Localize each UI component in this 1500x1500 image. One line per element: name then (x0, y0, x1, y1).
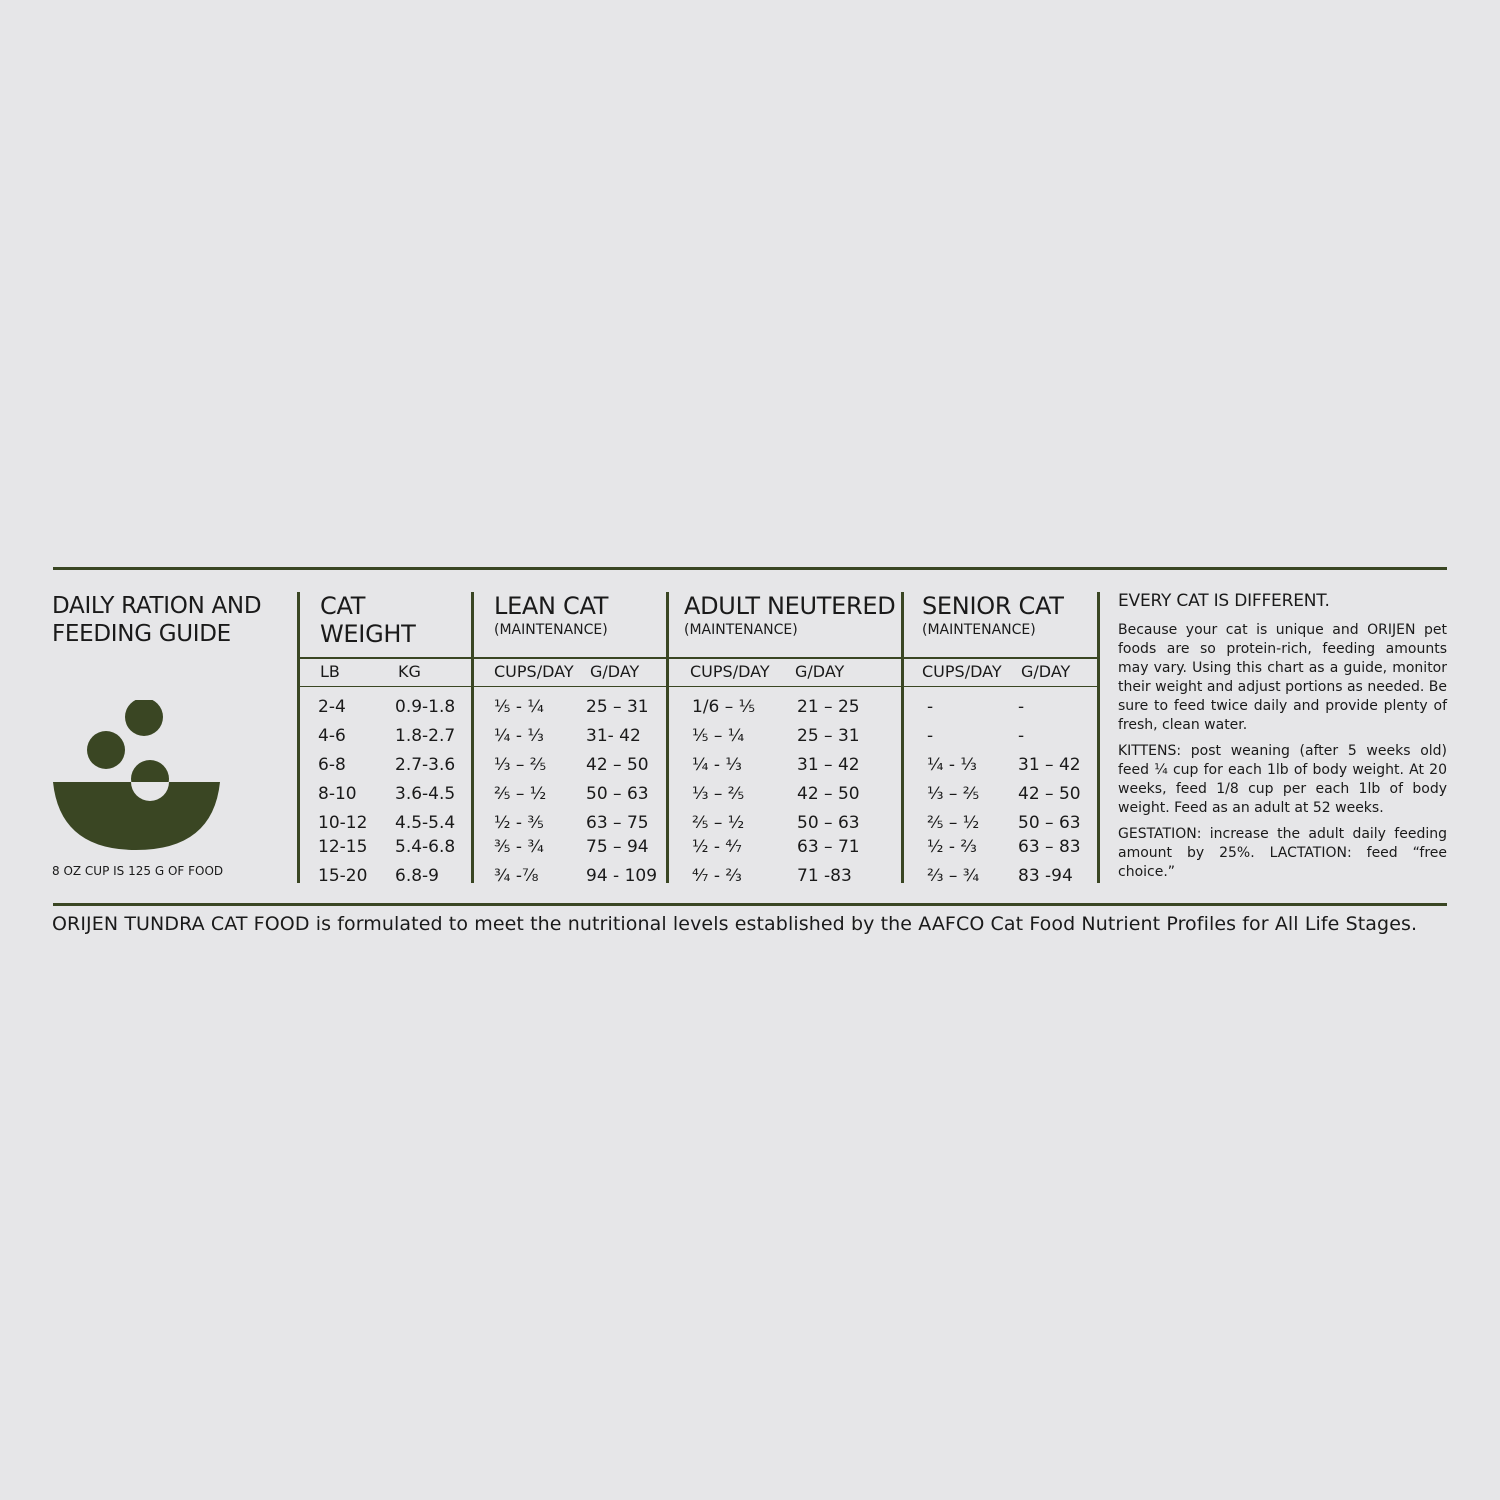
table-cell: ⅖ – ½ (692, 813, 745, 833)
side-paragraph-kittens: KITTENS: post weaning (after 5 weeks old) feed ¼ cup for each 1lb of body weight. At 20 weeks, feed 1/8 cup per each 1lb of body weight. Feed as an adult at 52 weeks. (1118, 743, 1447, 816)
table-cell: 4.5-5.4 (395, 813, 456, 833)
unit-lean-cups: CUPS/DAY (494, 662, 574, 681)
table-cell: ¼ - ⅓ (494, 726, 544, 746)
table-cell: ⅓ – ⅖ (494, 755, 547, 775)
table-cell: 83 -94 (1018, 866, 1073, 886)
divider (471, 592, 474, 883)
table-cell: 25 – 31 (797, 726, 860, 746)
unit-adult-g: G/DAY (795, 662, 845, 681)
table-cell: 42 – 50 (586, 755, 649, 775)
food-bowl-icon (53, 700, 223, 850)
cat-weight-header (320, 592, 415, 648)
table-cell: 3.6-4.5 (395, 784, 456, 804)
table-cell: 8-10 (318, 784, 357, 804)
divider (666, 592, 669, 883)
table-cell: 2.7-3.6 (395, 755, 456, 775)
table-cell: ⅖ – ½ (927, 813, 980, 833)
divider (297, 592, 300, 883)
table-cell: ⅓ – ⅖ (927, 784, 980, 804)
table-cell: ⅕ – ¼ (692, 726, 745, 746)
table-cell: 6.8-9 (395, 866, 439, 886)
unit-rule (299, 686, 1097, 687)
table-cell: 50 – 63 (797, 813, 860, 833)
table-cell: ⅓ – ⅖ (692, 784, 745, 804)
table-cell: ⁴⁄₇ - ⅔ (692, 866, 742, 886)
unit-senior-cups: CUPS/DAY (922, 662, 1002, 681)
table-cell: 31 – 42 (797, 755, 860, 775)
table-cell: - (927, 697, 934, 717)
table-cell: 75 – 94 (586, 837, 649, 857)
table-cell: ½ - ⅗ (494, 813, 544, 833)
table-cell: 6-8 (318, 755, 346, 775)
unit-lb: LB (320, 662, 340, 681)
table-cell: 10-12 (318, 813, 368, 833)
table-cell: ¼ - ⅓ (692, 755, 742, 775)
table-cell: 21 – 25 (797, 697, 860, 717)
header-rule (299, 657, 1097, 659)
cat-weight-line1: CAT (320, 592, 366, 620)
guide-title-line1: DAILY RATION AND (52, 593, 262, 619)
table-cell: - (927, 726, 934, 746)
table-cell: 31- 42 (586, 726, 641, 746)
table-cell: 42 – 50 (1018, 784, 1081, 804)
table-cell: ⅕ - ¼ (494, 697, 544, 717)
side-heading: EVERY CAT IS DIFFERENT. (1118, 591, 1330, 611)
table-cell: ¼ - ⅓ (927, 755, 977, 775)
table-cell: 63 – 71 (797, 837, 860, 857)
table-cell: 63 – 75 (586, 813, 649, 833)
table-cell: 4-6 (318, 726, 346, 746)
top-rule (53, 567, 1447, 570)
divider (901, 592, 904, 883)
aafco-statement: ORIJEN TUNDRA CAT FOOD is formulated to meet the nutritional levels established by the AAFCO Cat Food Nutrient Profiles for All Life Stages. (52, 913, 1418, 935)
cat-weight-line2: WEIGHT (320, 620, 416, 648)
table-cell: ⅖ – ½ (494, 784, 547, 804)
unit-adult-cups: CUPS/DAY (690, 662, 770, 681)
table-cell: ½ - ⅔ (927, 837, 977, 857)
lean-subheader: (MAINTENANCE) (494, 622, 608, 638)
adult-header: ADULT NEUTERED (684, 592, 896, 620)
table-cell: 1.8-2.7 (395, 726, 456, 746)
table-cell: - (1018, 697, 1025, 717)
table-cell: ½ - ⁴⁄₇ (692, 837, 742, 857)
table-cell: 2-4 (318, 697, 346, 717)
table-cell: 50 – 63 (1018, 813, 1081, 833)
side-paragraph-general: Because your cat is unique and ORIJEN pet foods are so protein-rich, feeding amounts may vary. Using this chart as a guide, monitor their weight and adjust portions as needed. Be sure to feed twice daily and provide plenty of fresh, clean water. (1118, 622, 1447, 733)
table-cell: 50 – 63 (586, 784, 649, 804)
table-cell: 94 - 109 (586, 866, 658, 886)
table-cell: 1/6 – ⅕ (692, 697, 756, 717)
unit-lean-g: G/DAY (590, 662, 640, 681)
table-cell: 63 – 83 (1018, 837, 1081, 857)
side-paragraph-gestation: GESTATION: increase the adult daily feeding amount by 25%. LACTATION: feed “free choice.” (1118, 826, 1447, 880)
cup-note: 8 OZ CUP IS 125 G OF FOOD (52, 864, 224, 878)
table-cell: ⅔ – ¾ (927, 866, 980, 886)
table-cell: 15-20 (318, 866, 368, 886)
table-cell: 31 – 42 (1018, 755, 1081, 775)
table-cell: 71 -83 (797, 866, 852, 886)
lean-header: LEAN CAT (494, 592, 609, 620)
guide-title-line2: FEEDING GUIDE (52, 621, 231, 647)
senior-header: SENIOR CAT (922, 592, 1064, 620)
adult-subheader: (MAINTENANCE) (684, 622, 798, 638)
table-cell: - (1018, 726, 1025, 746)
table-cell: 12-15 (318, 837, 368, 857)
bottom-rule (53, 903, 1447, 906)
unit-senior-g: G/DAY (1021, 662, 1071, 681)
table-cell: ⅗ - ¾ (494, 837, 544, 857)
divider (1097, 592, 1100, 883)
senior-subheader: (MAINTENANCE) (922, 622, 1036, 638)
table-cell: 5.4-6.8 (395, 837, 456, 857)
table-cell: 25 – 31 (586, 697, 649, 717)
table-cell: 42 – 50 (797, 784, 860, 804)
unit-kg: KG (398, 662, 421, 681)
table-cell: ¾ -⅞ (494, 866, 539, 886)
table-cell: 0.9-1.8 (395, 697, 456, 717)
guide-title (52, 592, 261, 648)
